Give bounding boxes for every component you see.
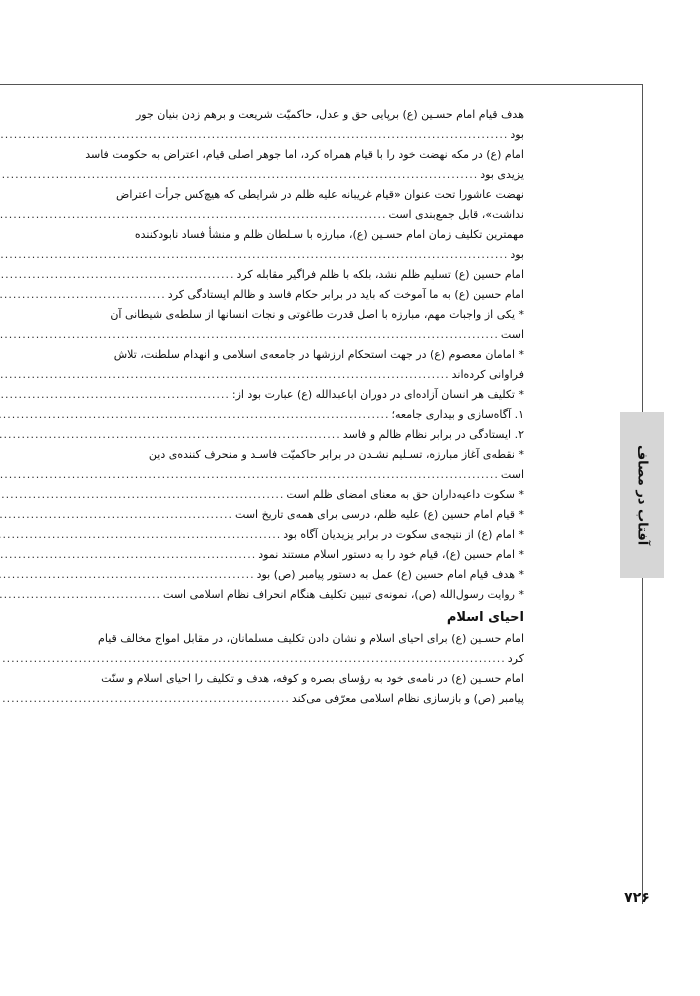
index-entry-line — [104, 185, 524, 205]
index-entry-line — [104, 245, 524, 265]
index-entry — [104, 185, 524, 225]
index-entry-text: امام حسین (ع) تسلیم ظلم نشد، بلکه با ظلم فراگیر مقابله کرد — [236, 268, 524, 281]
index-entry-text: پیامبر (ص) و بازسازی نظام اسلامی معرّفی می‌کند — [291, 692, 524, 705]
index-content — [85, 105, 524, 709]
dot-leader — [0, 425, 341, 445]
index-entry-line — [104, 125, 524, 145]
index-entry-text: ۲. ایستادگی در برابر نظام ظالم و فاسد — [342, 428, 524, 441]
index-entry-line — [104, 105, 524, 125]
index-entry — [104, 565, 524, 585]
index-entry — [104, 405, 524, 425]
index-entry-line — [104, 465, 524, 485]
index-entry-text: نهضت عاشورا تحت عنوان «قیام غریبانه علیه ظلم در شرایطی که هیچ‌کس جرأت اعتراض — [116, 188, 524, 201]
index-entry-text: نداشت»، قابل جمع‌بندی است — [388, 208, 524, 221]
index-entry — [104, 585, 524, 605]
section-entries — [98, 629, 524, 709]
index-entry-text: بود — [510, 248, 524, 261]
index-entry-line — [104, 305, 524, 325]
index-entry-text: * امام حسین (ع)، قیام خود را به دستور اسلام مستند نمود — [258, 548, 524, 561]
index-entry-line — [104, 225, 524, 245]
index-entry-line — [98, 629, 524, 649]
index-entry-line — [104, 585, 524, 605]
index-entry-line — [104, 385, 524, 405]
index-entry-line — [104, 345, 524, 365]
index-entry-line — [104, 525, 524, 545]
index-entry-text: * قیام امام حسین (ع) علیه ظلم، درسی برای همه‌ی تاریخ است — [235, 508, 524, 521]
index-entry-line — [104, 545, 524, 565]
index-entry-line — [104, 165, 524, 185]
dot-leader — [0, 205, 386, 225]
dot-leader — [0, 565, 255, 585]
page-number: ۷۲۶ — [624, 890, 650, 906]
dot-leader — [0, 165, 478, 185]
index-entry-text: امام حسین (ع) به ما آموخت که باید در برابر حکام فاسد و ظالم ایستادگی کرد — [167, 288, 524, 301]
index-entry-text: یزیدی بود — [480, 168, 524, 181]
index-entry-line — [104, 265, 524, 285]
book-title: آفتاب در مصاف — [634, 444, 650, 546]
index-entry-line — [104, 425, 524, 445]
index-entry-text: * امامان معصوم (ع) در جهت استحکام ارزشها در جامعه‌ی اسلامی و انهدام سلطنت، تلاش — [113, 348, 524, 361]
index-entry — [104, 305, 524, 345]
index-entry — [104, 505, 524, 525]
dot-leader — [0, 485, 284, 505]
index-entry — [104, 285, 524, 305]
dot-leader — [0, 125, 508, 145]
index-entry — [104, 105, 524, 145]
index-entry-line — [104, 445, 524, 465]
dot-leader — [0, 525, 281, 545]
index-entry — [104, 425, 524, 445]
dot-leader — [0, 585, 161, 605]
index-entry — [104, 345, 524, 385]
index-entry — [104, 445, 524, 485]
index-entry-line — [101, 669, 524, 689]
dot-leader — [0, 689, 290, 709]
dot-leader — [0, 285, 166, 305]
index-entry-line — [104, 405, 524, 425]
index-entry-text: امام حسـین (ع) برای احیای اسلام و نشان دادن تکلیف مسلمانان، در مقابل امواج مخالف قیام — [98, 632, 524, 645]
index-entry-text: * نقطه‌ی آغاز مبارزه، تسـلیم نشـدن در برابر حاکمیّت فاسـد و منحرف کننده‌ی دین — [148, 448, 524, 461]
dot-leader — [0, 325, 499, 345]
index-entry — [104, 385, 524, 405]
index-entry-text: بود — [510, 128, 524, 141]
index-entry — [104, 545, 524, 565]
dot-leader — [0, 245, 508, 265]
index-entry — [104, 485, 524, 505]
index-entry-line — [104, 205, 524, 225]
index-entry-text: * سکوت داعیه‌داران حق به معنای امضای ظلم است — [286, 488, 524, 501]
index-entry-text: مهمترین تکلیف زمان امام حسـین (ع)، مبارزه با سـلطان ظلم و منشأ فساد نابودکننده — [134, 228, 524, 241]
index-entry — [104, 225, 524, 265]
index-entry-text: * روایت رسول‌الله (ص)، نمونه‌ی تبیین تکلیف هنگام انحراف نظام اسلامی است — [163, 588, 524, 601]
dot-leader — [0, 465, 499, 485]
index-entry-text: است — [500, 468, 524, 481]
dot-leader — [0, 405, 390, 425]
index-entry-text: امام (ع) در مکه نهضت خود را با قیام همراه کرد، اما جوهر اصلی قیام، اعتراض به حکومت فاسد — [85, 148, 524, 161]
index-entries — [85, 105, 524, 605]
index-entry-line — [104, 689, 524, 709]
index-entry-line — [104, 485, 524, 505]
index-entry — [98, 629, 524, 669]
dot-leader — [0, 265, 234, 285]
index-entry-line — [104, 285, 524, 305]
dot-leader — [0, 545, 256, 565]
index-entry-text: کرد — [507, 652, 524, 665]
index-entry — [101, 669, 524, 709]
index-entry — [85, 145, 524, 185]
index-entry-text: ۱. آگاه‌سازی و بیداری جامعه؛ — [391, 408, 524, 421]
index-entry-text: * هدف قیام امام حسین (ع) عمل به دستور پیامبر (ص) بود — [256, 568, 524, 581]
index-entry-text: * یکی از واجبات مهم، مبارزه با اصل قدرت طاغوتی و نجات انسانها از سلطه‌ی شیطانی آن — [110, 308, 524, 321]
index-entry-line — [104, 505, 524, 525]
dot-leader — [0, 365, 450, 385]
index-entry — [104, 525, 524, 545]
index-entry-line — [104, 365, 524, 385]
index-entry-text: امام حسـین (ع) در نامه‌ی خود به رؤسای بصره و کوفه، هدف و تکلیف را احیای اسلام و سنّت — [101, 672, 524, 685]
book-title-tab — [620, 412, 664, 578]
index-entry-text: هدف قیام امام حسـین (ع) برپایی حق و عدل، حاکمیّت شریعت و برهم زدن بنیان جور — [136, 108, 524, 121]
index-entry-text: * تکلیف هر انسان آزاده‌ای در دوران اباعبدالله (ع) عبارت بود از: — [231, 388, 524, 401]
index-entry-line — [104, 325, 524, 345]
index-entry-line — [104, 565, 524, 585]
index-entry-text: است — [500, 328, 524, 341]
index-entry — [104, 265, 524, 285]
dot-leader — [0, 505, 233, 525]
dot-leader — [0, 649, 506, 669]
index-entry-text: * امام (ع) از نتیجه‌ی سکوت در برابر یزیدیان آگاه بود — [283, 528, 524, 541]
index-entry-line — [85, 145, 524, 165]
section-heading: احیای اسلام — [446, 610, 524, 625]
index-entry-text: فراوانی کرده‌اند — [451, 368, 524, 381]
page-frame-top — [0, 84, 642, 85]
index-entry-line — [104, 649, 524, 669]
dot-leader — [0, 385, 230, 405]
